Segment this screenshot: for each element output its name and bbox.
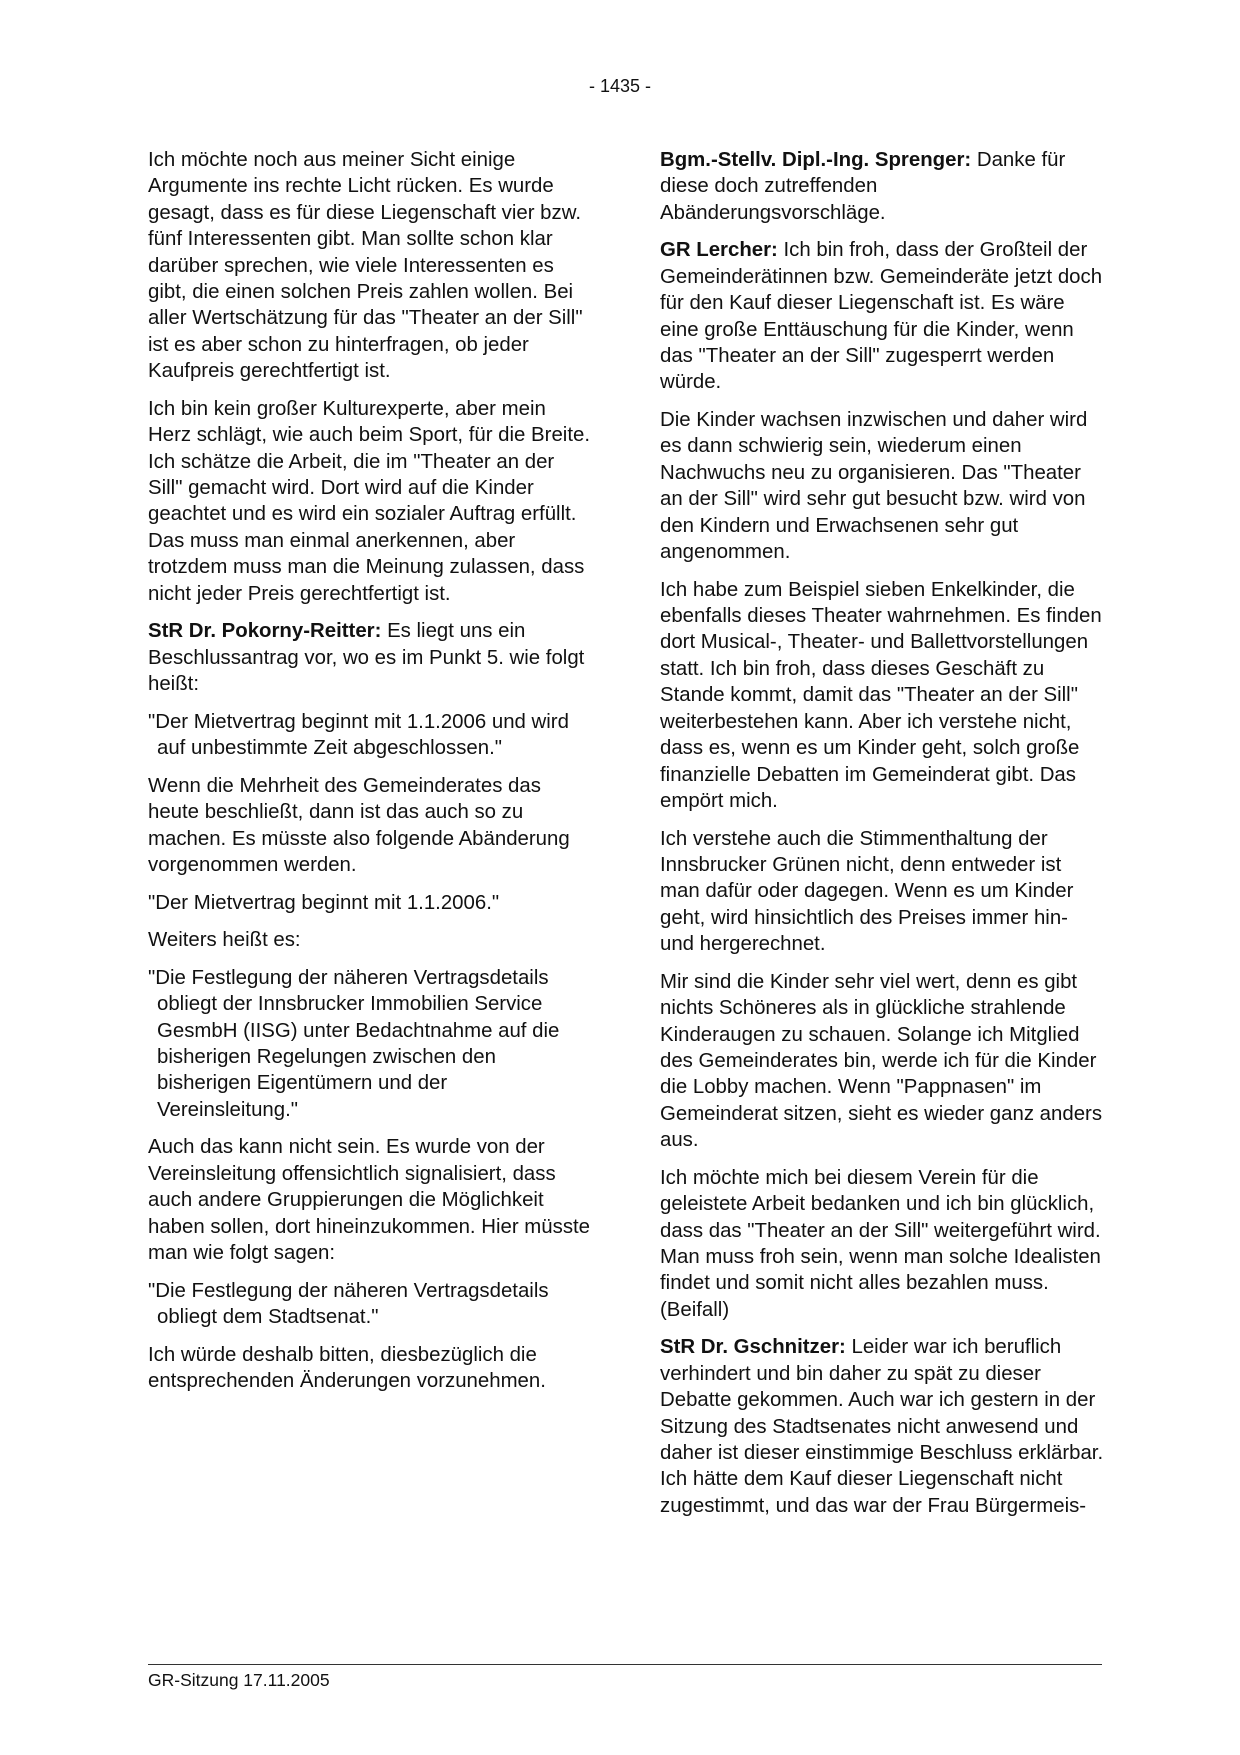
paragraph: Ich würde deshalb bitten, diesbezüglich die entsprechenden Änderungen vorzunehmen. [148,1343,546,1392]
paragraph: Ich möchte mich bei diesem Verein für die geleistete Arbeit bedanken und ich bin glücklich, dass das "Theater an der Sill" weitergeführt wird. Man muss froh sein, wenn man solche Idealisten findet und somit nicht alles bezahlen muss. (Beifall) [660,1166,1101,1321]
paragraph: Ich bin kein großer Kulturexperte, aber mein Herz schlägt, wie auch beim Sport, für die Breite. Ich schätze die Arbeit, die im "Theater an der Sill" gemacht wird. Dort wird auf die Kinder geachtet und es wird ein sozialer Auftrag erfüllt. Das muss man einmal anerkennen, aber trotzdem muss man die Meinung zulassen, dass nicht jeder Preis gerechtfertigt ist. [148,397,590,605]
speech-paragraph [148,618,593,697]
page-number: - 1435 - [588,76,652,96]
speech-paragraph [660,147,1105,226]
speech-text: Leider war ich beruflich verhindert und bin daher zu spät zu dieser Debatte gekommen. Auch war ich gestern in der Sitzung des Stadtsenates nicht anwesend und daher ist dieser einstimmige Beschluss erklärbar. Ich hätte dem Kauf dieser Liegenschaft nicht zugestimmt, und das war der Frau Bürgermeis- [660,1336,1104,1517]
paragraph: Ich möchte noch aus meiner Sicht einige Argumente ins rechte Licht rücken. Es wurde gesagt, dass es für diese Liegenschaft vier bzw. fünf Interessenten gibt. Man sollte schon klar darüber sprechen, wie viele Interessenten es gibt, die einen solchen Preis zahlen wollen. Bei aller Wertschätzung für das "Theater an der Sill" ist es aber schon zu hinterfragen, ob jeder Kaufpreis gerechtfertigt ist. [148,149,583,383]
quoted-motion: "Der Mietvertrag beginnt mit 1.1.2006 und wird auf unbestimmte Zeit abgeschlossen." [148,710,569,760]
footer-session-date: GR-Sitzung 17.11.2005 [148,1670,330,1690]
footer-divider [148,1664,1102,1665]
speech-paragraph [660,237,1105,395]
speaker-name: Bgm.-Stellv. Dipl.-Ing. Sprenger: [660,149,972,171]
paragraph: Ich habe zum Beispiel sieben Enkelkinder, die ebenfalls dieses Theater wahrnehmen. Es finden dort Musical-, Theater- und Ballettvorstellungen statt. Ich bin froh, dass dieses Geschäft zu Stande kommt, damit das "Theater an der Sill" weiterbestehen kann. Aber ich verstehe nicht, dass es, wenn es um Kinder geht, solch große finanzielle Debatten im Gemeinderat gibt. Das empört mich. [660,578,1102,812]
speech-text: Ich bin froh, dass der Großteil der Gemeinderätinnen bzw. Gemeinderäte jetzt doch für den Kauf dieser Liegenschaft ist. Es wäre eine große Enttäuschung für die Kinder, wenn das "Theater an der Sill" zugesperrt werden würde. [660,239,1103,394]
quoted-motion: "Die Festlegung der näheren Vertragsdetails obliegt der Innsbrucker Immobilien Service GesmbH (IISG) unter Bedachtnahme auf die bisherigen Regelungen zwischen den bisherigen Eigentümern und der Vereinsleitung." [148,966,560,1121]
paragraph: Die Kinder wachsen inzwischen und daher wird es dann schwierig sein, wiederum einen Nachwuchs neu zu organisieren. Das "Theater an der Sill" wird sehr gut besucht bzw. wird von den Kindern und Erwachsenen sehr gut angenommen. [660,409,1088,564]
quoted-motion: "Die Festlegung der näheren Vertragsdetails obliegt dem Stadtsenat." [148,1279,549,1328]
speech-text: Danke für diese doch zutreffenden Abänderungsvorschläge. [660,149,1066,224]
quoted-motion: "Der Mietvertrag beginnt mit 1.1.2006." [148,891,500,914]
paragraph: Wenn die Mehrheit des Gemeinderates das heute beschließt, dann ist das auch so zu machen. Es müsste also folgende Abänderung vorgenommen werden. [148,774,570,876]
paragraph: Auch das kann nicht sein. Es wurde von der Vereinsleitung offensichtlich signalisiert, dass auch andere Gruppierungen die Möglichkeit haben sollen, dort hineinzukommen. Hier müsste man wie folgt sagen: [148,1136,591,1264]
right-column [660,147,1105,1530]
paragraph: Mir sind die Kinder sehr viel wert, denn es gibt nichts Schöneres als in glückliche strahlende Kinderaugen zu schauen. Solange ich Mitglied des Gemeinderates bin, werde ich für die Kinder die Lobby machen. Wenn "Pappnasen" im Gemeinderat sitzen, sieht es wieder ganz anders aus. [660,970,1103,1152]
paragraph: Weiters heißt es: [148,929,301,952]
left-column [148,147,593,1406]
speech-text: Es liegt uns ein Beschlussantrag vor, wo es im Punkt 5. wie folgt heißt: [148,620,585,696]
speaker-name: StR Dr. Pokorny-Reitter: [148,620,382,643]
speaker-name: GR Lercher: [660,239,778,262]
paragraph: Ich verstehe auch die Stimmenthaltung der Innsbrucker Grünen nicht, denn entweder ist man dafür oder dagegen. Wenn es um Kinder geht, wird hinsichtlich des Preises immer hin- und hergerechnet. [660,827,1074,956]
speech-paragraph [660,1334,1105,1519]
speaker-name: StR Dr. Gschnitzer: [660,1336,846,1359]
